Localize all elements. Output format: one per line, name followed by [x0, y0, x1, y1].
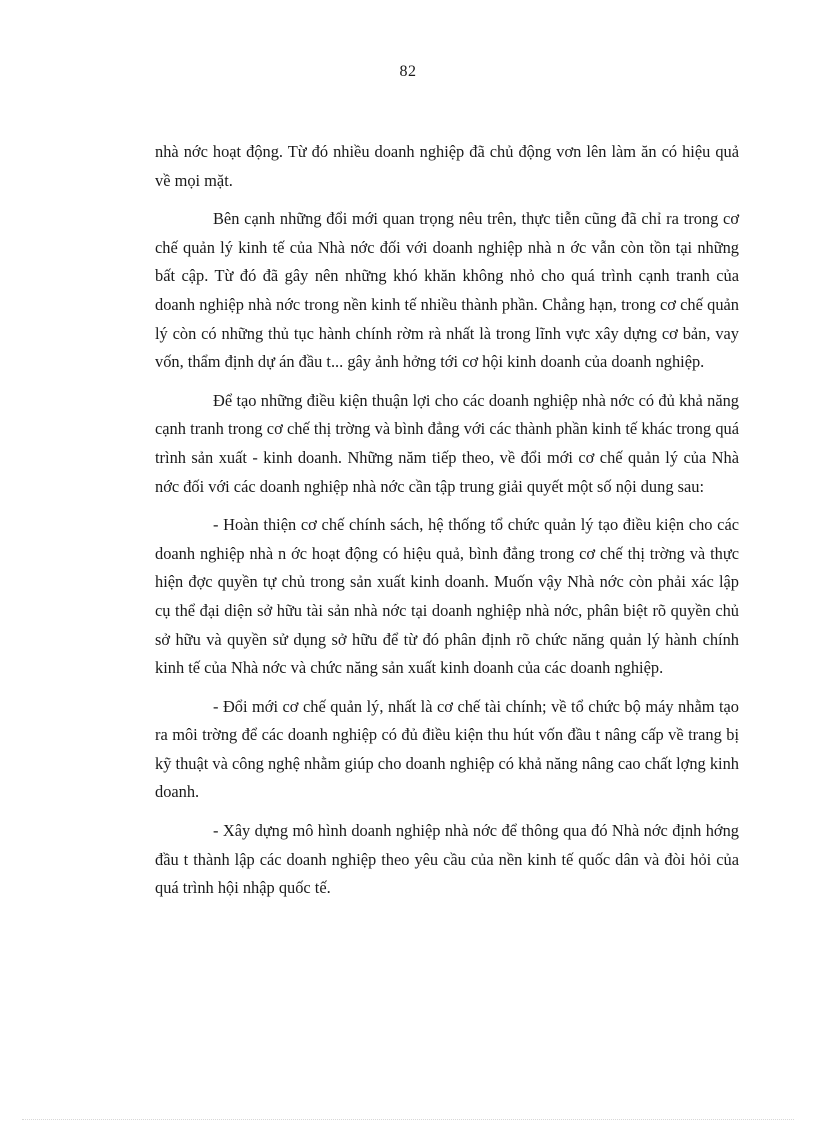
paragraph-1: nhà nớc hoạt động. Từ đó nhiều doanh nghiệp đã chủ động vơn lên làm ăn có hiệu quả về mọi mặt.: [155, 142, 739, 190]
paragraph-3: Để tạo những điều kiện thuận lợi cho các doanh nghiệp nhà nớc có đủ khả năng cạnh tranh trong cơ chế thị trờng và bình đẳng với các thành phần kinh tế khác trong quá trình sản xuất - kinh doanh. Những năm tiếp theo, về đổi mới cơ chế quản lý của Nhà nớc đối với các doanh nghiệp nhà nớc cần tập trung giải quyết một số nội dung sau:: [155, 390, 739, 496]
page-number: 82: [399, 63, 417, 80]
paragraph-5: - Đổi mới cơ chế quản lý, nhất là cơ chế tài chính; về tổ chức bộ máy nhằm tạo ra môi trờng để các doanh nghiệp có đủ điều kiện thu hút vốn đầu t nâng cấp về trang bị kỹ thuật và công nghệ nhằm giúp cho doanh nghiệp có khả năng nâng cao chất lợng kinh doanh.: [155, 696, 739, 802]
paragraph-2: Bên cạnh những đổi mới quan trọng nêu trên, thực tiễn cũng đã chỉ ra trong cơ chế quản lý kinh tế của Nhà nớc đối với doanh nghiệp nhà n ớc vẫn còn tồn tại những bất cập. Từ đó đã gây nên những khó khăn không nhỏ cho quá trình cạnh tranh của doanh nghiệp nhà nớc trong nền kinh tế nhiều thành phần. Chẳng hạn, trong cơ chế quản lý còn có những thủ tục hành chính rờm rà nhất là trong lĩnh vực xây dựng cơ bản, vay vốn, thẩm định dự án đầu t... gây ảnh hởng tới cơ hội kinh doanh của doanh nghiệp.: [155, 209, 739, 372]
body-text: [155, 138, 739, 913]
paragraph-6: - Xây dựng mô hình doanh nghiệp nhà nớc để thông qua đó Nhà nớc định hớng đầu t thành lập các doanh nghiệp theo yêu cầu của nền kinh tế quốc dân và đòi hỏi của quá trình hội nhập quốc tế.: [155, 821, 739, 898]
paragraph-4: - Hoàn thiện cơ chế chính sách, hệ thống tổ chức quản lý tạo điều kiện cho các doanh nghiệp nhà n ớc hoạt động có hiệu quả, bình đẳng trong cơ chế thị trờng và thực hiện đợc quyền tự chủ trong sản xuất kinh doanh. Muốn vậy Nhà nớc còn phải xác lập cụ thể đại diện sở hữu tài sản nhà nớc tại doanh nghiệp nhà nớc, phân biệt rõ quyền chủ sở hữu và quyền sử dụng sở hữu để từ đó phân định rõ chức năng quản lý hành chính kinh tế của Nhà nớc và chức năng sản xuất kinh doanh của các doanh nghiệp.: [155, 515, 739, 678]
page-bottom-divider: [22, 1119, 794, 1120]
